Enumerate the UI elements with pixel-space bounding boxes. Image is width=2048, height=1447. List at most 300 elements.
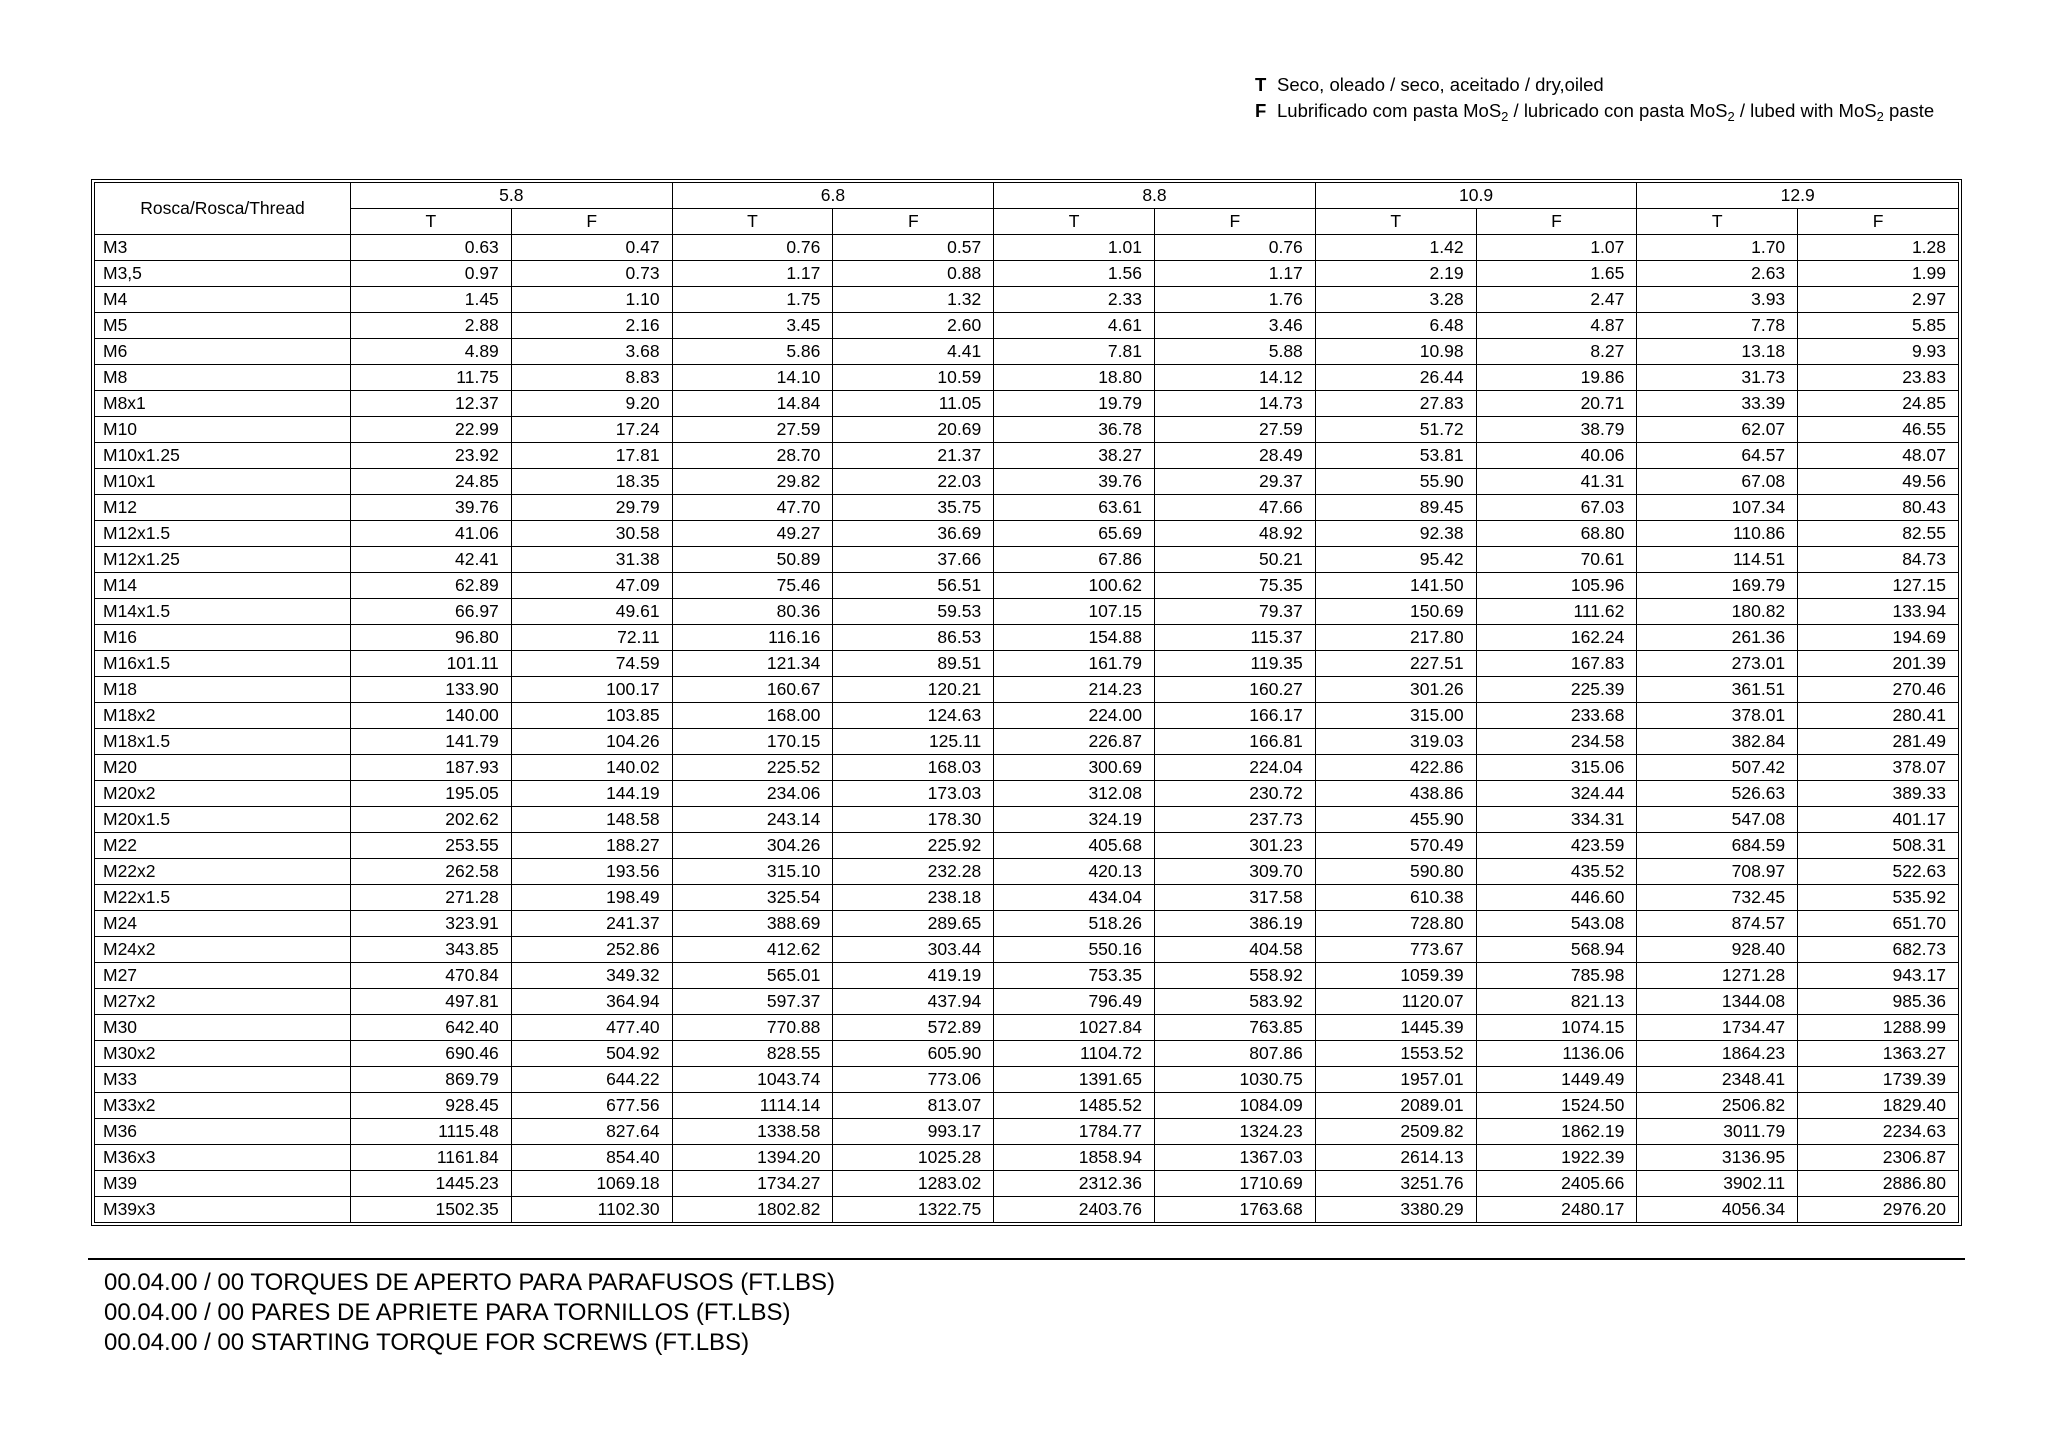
torque-value-cell: 24.85 (351, 469, 512, 495)
torque-value-cell: 1043.74 (672, 1067, 833, 1093)
torque-value-cell: 225.92 (833, 833, 994, 859)
torque-value-cell: 854.40 (511, 1145, 672, 1171)
thread-size-cell: M18x2 (95, 703, 351, 729)
torque-value-cell: 63.61 (994, 495, 1155, 521)
torque-value-cell: 217.80 (1315, 625, 1476, 651)
torque-table-body (95, 235, 1959, 1223)
torque-value-cell: 140.02 (511, 755, 672, 781)
torque-value-cell: 30.58 (511, 521, 672, 547)
torque-value-cell: 233.68 (1476, 703, 1637, 729)
torque-value-cell: 187.93 (351, 755, 512, 781)
torque-value-cell: 943.17 (1798, 963, 1959, 989)
torque-value-cell: 1802.82 (672, 1197, 833, 1223)
torque-value-cell: 642.40 (351, 1015, 512, 1041)
torque-value-cell: 315.10 (672, 859, 833, 885)
thread-size-cell: M10x1 (95, 469, 351, 495)
torque-value-cell: 68.80 (1476, 521, 1637, 547)
torque-value-cell: 39.76 (994, 469, 1155, 495)
torque-value-cell: 3.93 (1637, 287, 1798, 313)
torque-value-cell: 1114.14 (672, 1093, 833, 1119)
torque-value-cell: 1.32 (833, 287, 994, 313)
thread-size-cell: M24x2 (95, 937, 351, 963)
torque-value-cell: 1858.94 (994, 1145, 1155, 1171)
torque-value-cell: 18.80 (994, 365, 1155, 391)
torque-value-cell: 1524.50 (1476, 1093, 1637, 1119)
torque-value-cell: 558.92 (1154, 963, 1315, 989)
torque-value-cell: 162.24 (1476, 625, 1637, 651)
torque-value-cell: 323.91 (351, 911, 512, 937)
torque-value-cell: 27.83 (1315, 391, 1476, 417)
torque-value-cell: 27.59 (1154, 417, 1315, 443)
torque-value-cell: 10.59 (833, 365, 994, 391)
torque-value-cell: 154.88 (994, 625, 1155, 651)
thread-size-cell: M16x1.5 (95, 651, 351, 677)
table-row (95, 1093, 1959, 1119)
thread-size-cell: M12x1.25 (95, 547, 351, 573)
torque-value-cell: 317.58 (1154, 885, 1315, 911)
torque-value-cell: 1485.52 (994, 1093, 1155, 1119)
torque-value-cell: 167.83 (1476, 651, 1637, 677)
torque-value-cell: 95.42 (1315, 547, 1476, 573)
torque-value-cell: 7.81 (994, 339, 1155, 365)
torque-value-cell: 928.40 (1637, 937, 1798, 963)
torque-value-cell: 5.85 (1798, 313, 1959, 339)
torque-value-cell: 1763.68 (1154, 1197, 1315, 1223)
torque-value-cell: 3902.11 (1637, 1171, 1798, 1197)
torque-value-cell: 3.45 (672, 313, 833, 339)
torque-value-cell: 405.68 (994, 833, 1155, 859)
torque-value-cell: 17.81 (511, 443, 672, 469)
torque-value-cell: 64.57 (1637, 443, 1798, 469)
table-row (95, 573, 1959, 599)
torque-value-cell: 1864.23 (1637, 1041, 1798, 1067)
torque-value-cell: 107.15 (994, 599, 1155, 625)
torque-value-cell: 677.56 (511, 1093, 672, 1119)
torque-value-cell: 1957.01 (1315, 1067, 1476, 1093)
torque-value-cell: 140.00 (351, 703, 512, 729)
torque-value-cell: 419.19 (833, 963, 994, 989)
torque-value-cell: 8.83 (511, 365, 672, 391)
torque-value-cell: 753.35 (994, 963, 1155, 989)
torque-value-cell: 928.45 (351, 1093, 512, 1119)
torque-value-cell: 1445.39 (1315, 1015, 1476, 1041)
torque-value-cell: 5.88 (1154, 339, 1315, 365)
torque-value-cell: 252.86 (511, 937, 672, 963)
torque-value-cell: 261.36 (1637, 625, 1798, 651)
torque-value-cell: 690.46 (351, 1041, 512, 1067)
torque-value-cell: 75.35 (1154, 573, 1315, 599)
table-row (95, 313, 1959, 339)
torque-value-cell: 378.01 (1637, 703, 1798, 729)
torque-value-cell: 20.71 (1476, 391, 1637, 417)
torque-value-cell: 1734.47 (1637, 1015, 1798, 1041)
torque-value-cell: 225.52 (672, 755, 833, 781)
torque-value-cell: 1161.84 (351, 1145, 512, 1171)
table-row (95, 937, 1959, 963)
torque-value-cell: 364.94 (511, 989, 672, 1015)
torque-value-cell: 2886.80 (1798, 1171, 1959, 1197)
torque-value-cell: 12.37 (351, 391, 512, 417)
torque-value-cell: 2.60 (833, 313, 994, 339)
grade-header: 12.9 (1637, 183, 1959, 209)
torque-value-cell: 315.00 (1315, 703, 1476, 729)
torque-value-cell: 0.47 (511, 235, 672, 261)
torque-value-cell: 1338.58 (672, 1119, 833, 1145)
torque-value-cell: 104.26 (511, 729, 672, 755)
torque-value-cell: 2.19 (1315, 261, 1476, 287)
torque-value-cell: 67.03 (1476, 495, 1637, 521)
torque-value-cell: 1.42 (1315, 235, 1476, 261)
torque-value-cell: 101.11 (351, 651, 512, 677)
torque-value-cell: 507.42 (1637, 755, 1798, 781)
torque-value-cell: 796.49 (994, 989, 1155, 1015)
torque-value-cell: 728.80 (1315, 911, 1476, 937)
torque-value-cell: 404.58 (1154, 937, 1315, 963)
torque-value-cell: 477.40 (511, 1015, 672, 1041)
torque-table-frame (91, 179, 1962, 1226)
torque-value-cell: 107.34 (1637, 495, 1798, 521)
torque-value-cell: 14.10 (672, 365, 833, 391)
torque-value-cell: 170.15 (672, 729, 833, 755)
thread-size-cell: M22x1.5 (95, 885, 351, 911)
torque-value-cell: 526.63 (1637, 781, 1798, 807)
torque-value-cell: 1710.69 (1154, 1171, 1315, 1197)
torque-value-cell: 273.01 (1637, 651, 1798, 677)
torque-value-cell: 583.92 (1154, 989, 1315, 1015)
thread-size-cell: M8 (95, 365, 351, 391)
table-row (95, 833, 1959, 859)
table-row (95, 547, 1959, 573)
torque-value-cell: 47.70 (672, 495, 833, 521)
torque-value-cell: 253.55 (351, 833, 512, 859)
torque-value-cell: 193.56 (511, 859, 672, 885)
torque-value-cell: 1367.03 (1154, 1145, 1315, 1171)
torque-value-cell: 29.37 (1154, 469, 1315, 495)
torque-value-cell: 455.90 (1315, 807, 1476, 833)
torque-value-cell: 92.38 (1315, 521, 1476, 547)
thread-size-cell: M33x2 (95, 1093, 351, 1119)
torque-value-cell: 37.66 (833, 547, 994, 573)
torque-value-cell: 1271.28 (1637, 963, 1798, 989)
torque-value-cell: 874.57 (1637, 911, 1798, 937)
torque-value-cell: 56.51 (833, 573, 994, 599)
torque-value-cell: 1115.48 (351, 1119, 512, 1145)
torque-value-cell: 2.47 (1476, 287, 1637, 313)
torque-value-cell: 2312.36 (994, 1171, 1155, 1197)
grade-header: 8.8 (994, 183, 1316, 209)
torque-value-cell: 166.81 (1154, 729, 1315, 755)
torque-table (94, 182, 1959, 1223)
torque-value-cell: 547.08 (1637, 807, 1798, 833)
torque-value-cell: 103.85 (511, 703, 672, 729)
torque-value-cell: 230.72 (1154, 781, 1315, 807)
torque-value-cell: 1734.27 (672, 1171, 833, 1197)
torque-value-cell: 166.17 (1154, 703, 1315, 729)
torque-value-cell: 41.31 (1476, 469, 1637, 495)
torque-value-cell: 434.04 (994, 885, 1155, 911)
legend-f-text-4: paste (1883, 100, 1935, 121)
thread-size-cell: M12 (95, 495, 351, 521)
torque-value-cell: 0.76 (672, 235, 833, 261)
thread-size-cell: M18 (95, 677, 351, 703)
torque-value-cell: 227.51 (1315, 651, 1476, 677)
torque-value-cell: 570.49 (1315, 833, 1476, 859)
torque-value-cell: 59.53 (833, 599, 994, 625)
torque-value-cell: 1784.77 (994, 1119, 1155, 1145)
condition-header-row (95, 209, 1959, 235)
torque-value-cell: 214.23 (994, 677, 1155, 703)
torque-value-cell: 198.49 (511, 885, 672, 911)
torque-value-cell: 315.06 (1476, 755, 1637, 781)
table-row (95, 599, 1959, 625)
torque-value-cell: 27.59 (672, 417, 833, 443)
torque-value-cell: 28.49 (1154, 443, 1315, 469)
grade-header: 5.8 (351, 183, 673, 209)
torque-value-cell: 4056.34 (1637, 1197, 1798, 1223)
torque-value-cell: 4.87 (1476, 313, 1637, 339)
torque-value-cell: 14.84 (672, 391, 833, 417)
torque-value-cell: 31.73 (1637, 365, 1798, 391)
torque-value-cell: 590.80 (1315, 859, 1476, 885)
torque-value-cell: 100.17 (511, 677, 672, 703)
torque-value-cell: 232.28 (833, 859, 994, 885)
torque-value-cell: 1502.35 (351, 1197, 512, 1223)
torque-value-cell: 194.69 (1798, 625, 1959, 651)
torque-value-cell: 55.90 (1315, 469, 1476, 495)
torque-value-cell: 47.09 (511, 573, 672, 599)
legend-f-key: F (1255, 100, 1267, 121)
torque-value-cell: 3136.95 (1637, 1145, 1798, 1171)
torque-value-cell: 438.86 (1315, 781, 1476, 807)
torque-value-cell: 2306.87 (1798, 1145, 1959, 1171)
torque-value-cell: 1069.18 (511, 1171, 672, 1197)
torque-value-cell: 237.73 (1154, 807, 1315, 833)
thread-size-cell: M16 (95, 625, 351, 651)
table-row (95, 989, 1959, 1015)
torque-value-cell: 7.78 (1637, 313, 1798, 339)
torque-value-cell: 75.46 (672, 573, 833, 599)
torque-value-cell: 86.53 (833, 625, 994, 651)
table-row (95, 755, 1959, 781)
table-row (95, 651, 1959, 677)
torque-value-cell: 1084.09 (1154, 1093, 1315, 1119)
torque-value-cell: 763.85 (1154, 1015, 1315, 1041)
torque-value-cell: 470.84 (351, 963, 512, 989)
torque-value-cell: 226.87 (994, 729, 1155, 755)
torque-value-cell: 4.89 (351, 339, 512, 365)
torque-value-cell: 2089.01 (1315, 1093, 1476, 1119)
legend-f-line (1255, 98, 1934, 124)
torque-value-cell: 1027.84 (994, 1015, 1155, 1041)
torque-value-cell: 38.79 (1476, 417, 1637, 443)
condition-header: T (1315, 209, 1476, 235)
torque-value-cell: 0.63 (351, 235, 512, 261)
torque-value-cell: 116.16 (672, 625, 833, 651)
torque-value-cell: 50.21 (1154, 547, 1315, 573)
torque-value-cell: 11.75 (351, 365, 512, 391)
torque-value-cell: 0.57 (833, 235, 994, 261)
table-row (95, 287, 1959, 313)
thread-size-cell: M8x1 (95, 391, 351, 417)
torque-value-cell: 303.44 (833, 937, 994, 963)
torque-value-cell: 141.79 (351, 729, 512, 755)
torque-value-cell: 2.88 (351, 313, 512, 339)
torque-value-cell: 1445.23 (351, 1171, 512, 1197)
torque-value-cell: 289.65 (833, 911, 994, 937)
thread-size-cell: M18x1.5 (95, 729, 351, 755)
table-row (95, 859, 1959, 885)
torque-value-cell: 1283.02 (833, 1171, 994, 1197)
thread-size-cell: M33 (95, 1067, 351, 1093)
table-row (95, 443, 1959, 469)
thread-size-cell: M30x2 (95, 1041, 351, 1067)
torque-value-cell: 148.58 (511, 807, 672, 833)
torque-value-cell: 1074.15 (1476, 1015, 1637, 1041)
torque-value-cell: 225.39 (1476, 677, 1637, 703)
torque-value-cell: 985.36 (1798, 989, 1959, 1015)
torque-value-cell: 1.45 (351, 287, 512, 313)
torque-value-cell: 18.35 (511, 469, 672, 495)
torque-value-cell: 188.27 (511, 833, 672, 859)
torque-value-cell: 31.38 (511, 547, 672, 573)
torque-value-cell: 115.37 (1154, 625, 1315, 651)
torque-value-cell: 361.51 (1637, 677, 1798, 703)
torque-value-cell: 2234.63 (1798, 1119, 1959, 1145)
table-row (95, 1015, 1959, 1041)
torque-value-cell: 568.94 (1476, 937, 1637, 963)
torque-value-cell: 605.90 (833, 1041, 994, 1067)
torque-value-cell: 41.06 (351, 521, 512, 547)
torque-value-cell: 262.58 (351, 859, 512, 885)
torque-value-cell: 49.27 (672, 521, 833, 547)
thread-size-cell: M4 (95, 287, 351, 313)
torque-value-cell: 423.59 (1476, 833, 1637, 859)
torque-value-cell: 66.97 (351, 599, 512, 625)
torque-value-cell: 682.73 (1798, 937, 1959, 963)
torque-value-cell: 597.37 (672, 989, 833, 1015)
torque-value-cell: 2.63 (1637, 261, 1798, 287)
torque-value-cell: 1104.72 (994, 1041, 1155, 1067)
torque-value-cell: 550.16 (994, 937, 1155, 963)
torque-value-cell: 325.54 (672, 885, 833, 911)
torque-value-cell: 80.36 (672, 599, 833, 625)
thread-size-cell: M10 (95, 417, 351, 443)
torque-value-cell: 202.62 (351, 807, 512, 833)
legend-f-sub-2: 2 (1727, 109, 1735, 124)
torque-value-cell: 828.55 (672, 1041, 833, 1067)
torque-value-cell: 26.44 (1315, 365, 1476, 391)
torque-value-cell: 3.46 (1154, 313, 1315, 339)
thread-size-cell: M14x1.5 (95, 599, 351, 625)
torque-value-cell: 38.27 (994, 443, 1155, 469)
thread-size-cell: M3,5 (95, 261, 351, 287)
torque-value-cell: 343.85 (351, 937, 512, 963)
torque-value-cell: 19.79 (994, 391, 1155, 417)
torque-value-cell: 869.79 (351, 1067, 512, 1093)
torque-value-cell: 29.82 (672, 469, 833, 495)
thread-size-cell: M20 (95, 755, 351, 781)
torque-value-cell: 1553.52 (1315, 1041, 1476, 1067)
torque-value-cell: 5.86 (672, 339, 833, 365)
torque-value-cell: 1.07 (1476, 235, 1637, 261)
torque-value-cell: 50.89 (672, 547, 833, 573)
legend-t-text: Seco, oleado / seco, aceitado / dry,oiled (1277, 74, 1604, 95)
table-row (95, 1171, 1959, 1197)
torque-value-cell: 773.06 (833, 1067, 994, 1093)
thread-size-cell: M36 (95, 1119, 351, 1145)
torque-value-cell: 504.92 (511, 1041, 672, 1067)
table-row (95, 911, 1959, 937)
torque-value-cell: 243.14 (672, 807, 833, 833)
torque-value-cell: 8.27 (1476, 339, 1637, 365)
torque-value-cell: 234.58 (1476, 729, 1637, 755)
torque-value-cell: 46.55 (1798, 417, 1959, 443)
torque-value-cell: 51.72 (1315, 417, 1476, 443)
condition-header: T (994, 209, 1155, 235)
torque-value-cell: 4.41 (833, 339, 994, 365)
thread-size-cell: M6 (95, 339, 351, 365)
table-row (95, 729, 1959, 755)
torque-value-cell: 224.00 (994, 703, 1155, 729)
condition-header: T (351, 209, 512, 235)
torque-value-cell: 382.84 (1637, 729, 1798, 755)
thread-size-cell: M36x3 (95, 1145, 351, 1171)
torque-value-cell: 121.34 (672, 651, 833, 677)
thread-size-cell: M20x1.5 (95, 807, 351, 833)
torque-value-cell: 732.45 (1637, 885, 1798, 911)
torque-value-cell: 141.50 (1315, 573, 1476, 599)
torque-value-cell: 1288.99 (1798, 1015, 1959, 1041)
thread-size-cell: M14 (95, 573, 351, 599)
torque-value-cell: 241.37 (511, 911, 672, 937)
torque-value-cell: 89.45 (1315, 495, 1476, 521)
torque-value-cell: 3.68 (511, 339, 672, 365)
thread-size-cell: M30 (95, 1015, 351, 1041)
torque-value-cell: 1.28 (1798, 235, 1959, 261)
torque-value-cell: 446.60 (1476, 885, 1637, 911)
torque-value-cell: 22.03 (833, 469, 994, 495)
torque-value-cell: 161.79 (994, 651, 1155, 677)
torque-value-cell: 2348.41 (1637, 1067, 1798, 1093)
torque-value-cell: 6.48 (1315, 313, 1476, 339)
condition-header: T (672, 209, 833, 235)
torque-value-cell: 14.73 (1154, 391, 1315, 417)
document-titles (104, 1268, 835, 1358)
torque-value-cell: 1025.28 (833, 1145, 994, 1171)
torque-value-cell: 48.07 (1798, 443, 1959, 469)
grade-header: 10.9 (1315, 183, 1637, 209)
torque-value-cell: 96.80 (351, 625, 512, 651)
torque-value-cell: 2509.82 (1315, 1119, 1476, 1145)
torque-value-cell: 2.97 (1798, 287, 1959, 313)
torque-value-cell: 173.03 (833, 781, 994, 807)
torque-value-cell: 125.11 (833, 729, 994, 755)
torque-value-cell: 195.05 (351, 781, 512, 807)
torque-value-cell: 304.26 (672, 833, 833, 859)
table-row (95, 391, 1959, 417)
torque-value-cell: 389.33 (1798, 781, 1959, 807)
torque-value-cell: 1.56 (994, 261, 1155, 287)
title-english: 00.04.00 / 00 STARTING TORQUE FOR SCREWS (FT.LBS) (104, 1329, 750, 1356)
torque-value-cell: 378.07 (1798, 755, 1959, 781)
torque-value-cell: 610.38 (1315, 885, 1476, 911)
torque-value-cell: 644.22 (511, 1067, 672, 1093)
torque-value-cell: 770.88 (672, 1015, 833, 1041)
table-row (95, 365, 1959, 391)
torque-value-cell: 0.97 (351, 261, 512, 287)
torque-value-cell: 9.20 (511, 391, 672, 417)
thread-size-cell: M5 (95, 313, 351, 339)
